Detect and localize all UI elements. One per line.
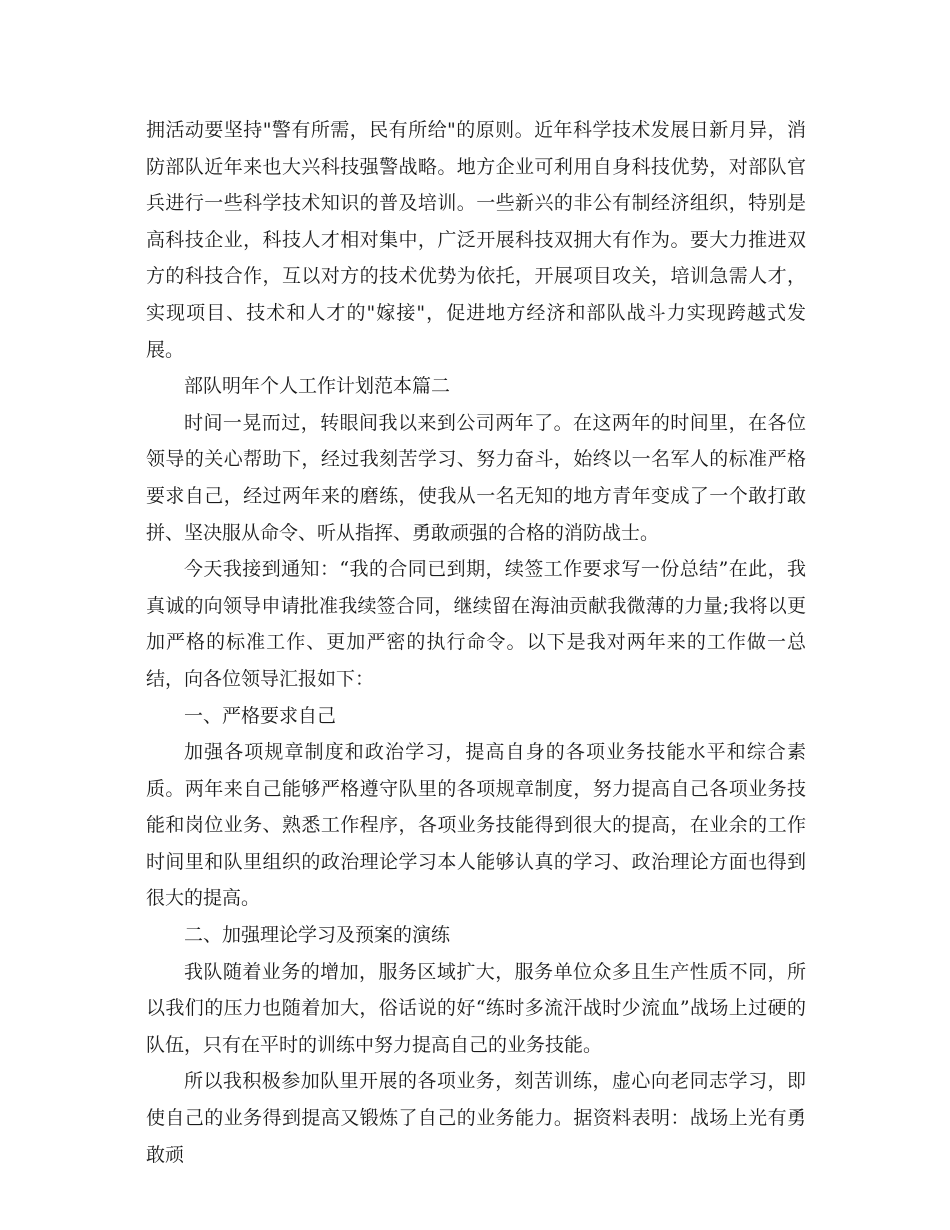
paragraph: 时间一晃而过，转眼间我以来到公司两年了。在这两年的时间里，在各位领导的关心帮助下，经过我刻苦学习、努力奋斗，始终以一名军人的标准严格要求自己，经过两年来的磨练，使我从一名无知的地方青年变成了一个敢打敢拼、坚决服从命令、听从指挥、勇敢顽强的合格的消防战士。 — [146, 411, 806, 544]
paragraph: 今天我接到通知：“我的合同已到期，续签工作要求写一份总结”在此，我真诚的向领导申请批准我续签合同，继续留在海油贡献我微薄的力量;我将以更加严格的标准工作、更加严密的执行命令。以下是我对两年来的工作做一总结，向各位领导汇报如下： — [146, 558, 806, 690]
paragraph-continued: 拥活动要坚持"警有所需，民有所给"的原则。近年科学技术发展日新月异，消防部队近年来也大兴科技强警战略。地方企业可利用自身科技优势，对部队官兵进行一些科学技术知识的普及培训。一些新兴的非公有制经济组织，特别是高科技企业，科技人才相对集中，广泛开展科技双拥大有作为。要大力推进双方的科技合作，互以对方的技术优势为依托，开展项目攻关，培训急需人才，实现项目、技术和人才的"嫁接"，促进地方经济和部队战斗力实现跨越式发展。 — [146, 119, 806, 361]
paragraph: 加强各项规章制度和政治学习，提高自身的各项业务技能水平和综合素质。两年来自己能够严格遵守队里的各项规章制度，努力提高自己各项业务技能和岗位业务、熟悉工作程序，各项业务技能得到很大的提高，在业余的工作时间里和队里组织的政治理论学习本人能够认真的学习、政治理论方面也得到很大的提高。 — [146, 741, 806, 910]
document-body — [146, 112, 806, 1173]
section-heading: 二、加强理论学习及预案的演练 — [184, 924, 451, 947]
section-title: 部队明年个人工作计划范本篇二 — [184, 375, 451, 398]
paragraph: 我队随着业务的增加，服务区域扩大，服务单位众多且生产性质不同，所以我们的压力也随着加大，俗话说的好“练时多流汗战时少流血”战场上过硬的队伍，只有在平时的训练中努力提高自己的业务技能。 — [146, 960, 806, 1056]
paragraph: 所以我积极参加队里开展的各项业务，刻苦训练，虚心向老同志学习，即使自己的业务得到提高又锻炼了自己的业务能力。据资料表明：战场上光有勇敢顽 — [146, 1070, 806, 1166]
section-heading: 一、严格要求自己 — [184, 704, 337, 727]
